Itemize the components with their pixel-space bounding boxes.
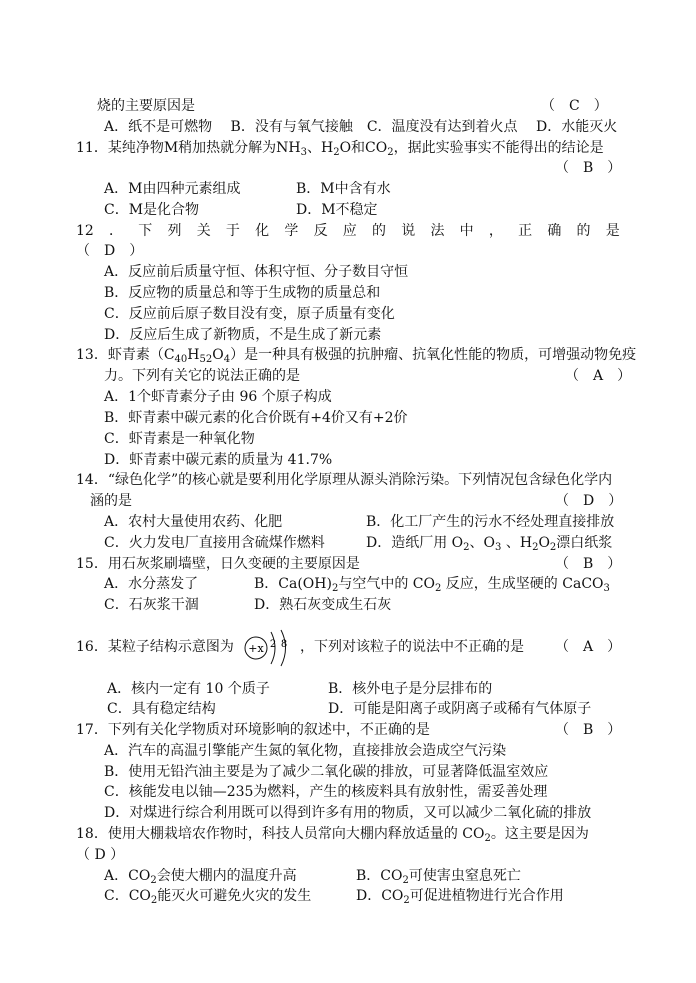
q15-option-d: D．熟石灰变成生石灰 <box>254 597 392 613</box>
q14-stem: 14．“绿色化学”的核心就是要利用化学原理从源头消除污染。下列情况包含绿色化学内 <box>76 472 613 488</box>
q12-stem: 12 ． 下 列 关 于 化 学 反 应 的 说 法 中 ， 正 确 的 是 <box>76 223 620 239</box>
q16-option-b: B．核外电子是分层排布的 <box>328 681 493 697</box>
q11-option-b: B．M中含有水 <box>296 181 391 197</box>
electron-shell-1-count: 2 <box>269 639 277 650</box>
q13-stem: 13．虾青素$(C_{40}H_{52}O_4)$是一种具有极强的抗肿瘤、抗氧化性能的物质，可增强动物免疫 <box>76 347 637 365</box>
q14-stem-line2: 涵的是 <box>90 493 132 509</box>
q16-stem-a: 16．某粒子结构示意图为 <box>76 639 234 655</box>
q15-option-c: C．石灰浆干涸 <box>104 597 199 613</box>
q14-option-b: B．化工厂产生的污水不经处理直接排放 <box>366 514 615 530</box>
q17-option-c: C．核能发电以铀—235为燃料，产生的核废料具有放射性，需妥善处理 <box>104 784 548 800</box>
q14-option-d: D．造纸厂用 $O_2$、$O_3$ 、$H_2O_2$漂白纸浆 <box>366 535 613 553</box>
q17-option-a: A．汽车的高温引擎能产生氮的氧化物，直接排放会造成空气污染 <box>104 743 507 759</box>
q16-option-d: D．可能是阳离子或阴离子或稀有气体原子 <box>328 701 592 717</box>
q13-stem-line2: 力。下列有关它的说法正确的是 <box>104 368 300 384</box>
q18-option-c: C．$CO_2$能灭火可避免火灾的发生 <box>104 888 312 906</box>
q12-answer: （ D ） <box>76 243 144 259</box>
q15-option-b: B．$Ca(OH)_2$与空气中的 $CO_2$ 反应，生成坚硬的 CaCO$_3$ <box>254 576 610 594</box>
q17-option-d: D．对煤进行综合利用既可以得到许多有用的物质，又可以减少二氧化硫的排放 <box>104 805 592 821</box>
nucleus-charge: +x <box>248 642 264 655</box>
q14-answer: （ D ） <box>555 493 623 509</box>
q11-answer: （ B ） <box>555 160 622 176</box>
q18-answer: （ D ） <box>76 847 125 863</box>
q18-option-a: A．$CO_2$会使大棚内的温度升高 <box>104 868 297 886</box>
q16-option-c: C．具有稳定结构 <box>107 701 216 717</box>
q18-stem: 18．使用大棚栽培农作物时，科技人员常向大棚内释放适量的 $CO_2$。这主要是因为 <box>76 826 589 844</box>
q16-answer: （ A ） <box>555 639 622 655</box>
q10-stem-continuation: 烧的主要原因是 <box>97 98 195 114</box>
q13-option-b: B．虾青素中碳元素的化合价既有+4价又有+2价 <box>104 410 408 426</box>
q14-option-c: C．火力发电厂直接用含硫煤作燃料 <box>104 535 325 551</box>
q17-answer: （ B ） <box>555 722 622 738</box>
q11-option-d: D．M不稳定 <box>296 202 378 218</box>
q18-option-d: D．$CO_2$可促进植物进行光合作用 <box>356 888 564 906</box>
q18-option-b: B．$CO_2$可使害虫窒息死亡 <box>356 868 521 886</box>
q15-stem: 15．用石灰浆刷墙壁，日久变硬的主要原因是 <box>76 556 360 572</box>
q15-option-a: A．水分蒸发了 <box>104 576 199 592</box>
q12-option-c: C．反应前后原子数目没有变，原子质量有变化 <box>104 306 395 322</box>
q11-option-a: A．M由四种元素组成 <box>104 181 241 197</box>
q16-stem-b: ，下列对该粒子的说法中不正确的是 <box>300 639 524 655</box>
q14-option-a: A．农村大量使用农药、化肥 <box>104 514 283 530</box>
q17-stem: 17．下列有关化学物质对环境影响的叙述中，不正确的是 <box>76 722 430 738</box>
q15-answer: （ B ） <box>555 556 622 572</box>
q16-option-a: A．核内一定有 10 个质子 <box>107 681 270 697</box>
q17-option-b: B．使用无铅汽油主要是为了减少二氧化碳的排放，可显著降低温室效应 <box>104 764 549 780</box>
q13-option-c: C．虾青素是一种氧化物 <box>104 431 255 447</box>
q12-option-d: D．反应后生成了新物质，不是生成了新元素 <box>104 327 382 343</box>
q12-option-b: B．反应物的质量总和等于生成物的质量总和 <box>104 285 381 301</box>
q13-option-d: D．虾青素中碳元素的质量为 41.7% <box>104 452 333 468</box>
q11-option-c: C．M是化合物 <box>104 202 200 218</box>
q10-options: A．纸不是可燃物 B．没有与氧气接触 C．温度没有达到着火点 D．水能灭火 <box>104 119 618 135</box>
q13-answer: （ A ） <box>565 368 632 384</box>
particle-structure-diagram <box>240 626 300 670</box>
electron-shell-2-count: 8 <box>280 639 288 650</box>
q10-answer: （ C ） <box>541 98 608 114</box>
q12-option-a: A．反应前后质量守恒、体积守恒、分子数目守恒 <box>104 264 409 280</box>
q11-stem: 11．某纯净物M稍加热就分解为$NH_3$、$H_2O$和$CO_2$，据此实验事实不能得出的结论是 <box>76 140 604 158</box>
q13-option-a: A．1个虾青素分子由 96 个原子构成 <box>104 389 332 405</box>
